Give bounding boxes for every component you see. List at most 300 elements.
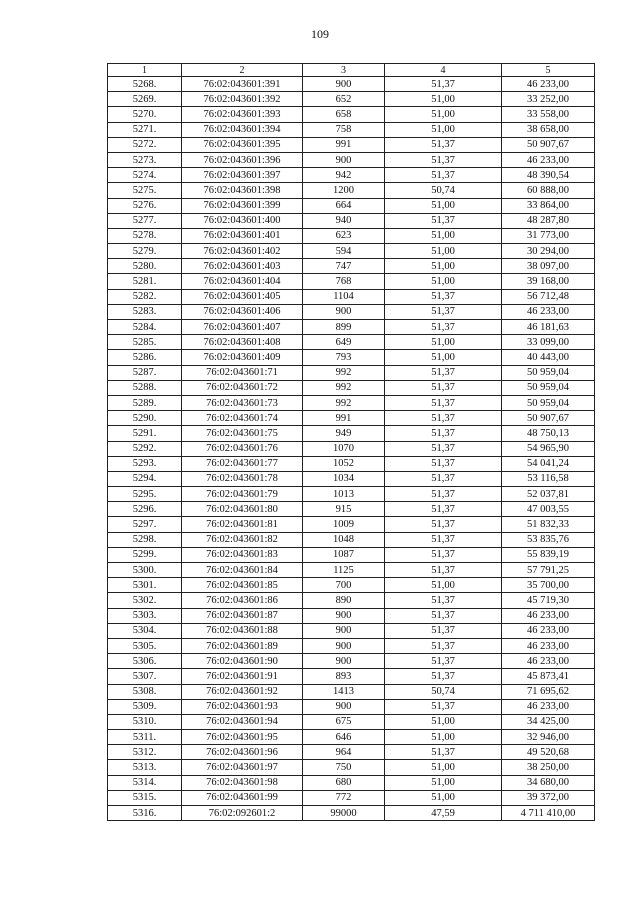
row-number-cell: 5284. xyxy=(108,320,182,335)
value-cell: 33 252,00 xyxy=(502,92,595,107)
rate-cell: 51,00 xyxy=(385,228,502,243)
cadastral-number-cell: 76:02:043601:77 xyxy=(182,456,303,471)
rate-cell: 51,37 xyxy=(385,77,502,92)
row-number-cell: 5273. xyxy=(108,152,182,167)
row-number-cell: 5310. xyxy=(108,714,182,729)
value-cell: 49 520,68 xyxy=(502,745,595,760)
area-cell: 646 xyxy=(303,730,385,745)
value-cell: 38 658,00 xyxy=(502,122,595,137)
cadastral-number-cell: 76:02:043601:92 xyxy=(182,684,303,699)
value-cell: 53 116,58 xyxy=(502,471,595,486)
row-number-cell: 5276. xyxy=(108,198,182,213)
rate-cell: 51,37 xyxy=(385,304,502,319)
value-cell: 56 712,48 xyxy=(502,289,595,304)
area-cell: 99000 xyxy=(303,806,385,821)
row-number-cell: 5281. xyxy=(108,274,182,289)
table-row xyxy=(108,107,595,122)
value-cell: 50 959,04 xyxy=(502,380,595,395)
row-number-cell: 5286. xyxy=(108,350,182,365)
cadastral-number-cell: 76:02:043601:91 xyxy=(182,669,303,684)
row-number-cell: 5288. xyxy=(108,380,182,395)
area-cell: 991 xyxy=(303,411,385,426)
row-number-cell: 5278. xyxy=(108,228,182,243)
row-number-cell: 5315. xyxy=(108,790,182,805)
cadastral-number-cell: 76:02:043601:88 xyxy=(182,623,303,638)
row-number-cell: 5309. xyxy=(108,699,182,714)
area-cell: 747 xyxy=(303,259,385,274)
cadastral-number-cell: 76:02:043601:81 xyxy=(182,517,303,532)
area-cell: 900 xyxy=(303,699,385,714)
rate-cell: 51,37 xyxy=(385,487,502,502)
rate-cell: 51,37 xyxy=(385,395,502,410)
row-number-cell: 5295. xyxy=(108,487,182,502)
value-cell: 46 233,00 xyxy=(502,638,595,653)
rate-cell: 51,37 xyxy=(385,699,502,714)
value-cell: 45 719,30 xyxy=(502,593,595,608)
area-cell: 1125 xyxy=(303,563,385,578)
value-cell: 50 907,67 xyxy=(502,137,595,152)
row-number-cell: 5297. xyxy=(108,517,182,532)
cadastral-number-cell: 76:02:043601:98 xyxy=(182,775,303,790)
area-cell: 1048 xyxy=(303,532,385,547)
value-cell: 38 250,00 xyxy=(502,760,595,775)
table-row xyxy=(108,730,595,745)
row-number-cell: 5279. xyxy=(108,244,182,259)
rate-cell: 51,00 xyxy=(385,107,502,122)
cadastral-number-cell: 76:02:043601:406 xyxy=(182,304,303,319)
area-cell: 623 xyxy=(303,228,385,243)
value-cell: 46 233,00 xyxy=(502,608,595,623)
rate-cell: 51,00 xyxy=(385,259,502,274)
row-number-cell: 5299. xyxy=(108,547,182,562)
row-number-cell: 5285. xyxy=(108,335,182,350)
table-row xyxy=(108,790,595,805)
area-cell: 991 xyxy=(303,137,385,152)
value-cell: 46 233,00 xyxy=(502,77,595,92)
table-row xyxy=(108,350,595,365)
cadastral-number-cell: 76:02:043601:395 xyxy=(182,137,303,152)
table-row xyxy=(108,380,595,395)
cadastral-number-cell: 76:02:043601:392 xyxy=(182,92,303,107)
area-cell: 900 xyxy=(303,654,385,669)
row-number-cell: 5300. xyxy=(108,563,182,578)
rate-cell: 51,37 xyxy=(385,213,502,228)
value-cell: 32 946,00 xyxy=(502,730,595,745)
row-number-cell: 5308. xyxy=(108,684,182,699)
cadastral-number-cell: 76:02:043601:76 xyxy=(182,441,303,456)
table-row xyxy=(108,487,595,502)
table-row xyxy=(108,593,595,608)
cadastral-number-cell: 76:02:043601:397 xyxy=(182,168,303,183)
table-row xyxy=(108,806,595,821)
cadastral-number-cell: 76:02:043601:399 xyxy=(182,198,303,213)
rate-cell: 51,00 xyxy=(385,578,502,593)
rate-cell: 51,37 xyxy=(385,638,502,653)
table-row xyxy=(108,578,595,593)
row-number-cell: 5282. xyxy=(108,289,182,304)
table-row xyxy=(108,168,595,183)
value-cell: 40 443,00 xyxy=(502,350,595,365)
value-cell: 46 233,00 xyxy=(502,699,595,714)
cadastral-number-cell: 76:02:043601:83 xyxy=(182,547,303,562)
area-cell: 649 xyxy=(303,335,385,350)
area-cell: 949 xyxy=(303,426,385,441)
table-row xyxy=(108,745,595,760)
rate-cell: 51,37 xyxy=(385,456,502,471)
row-number-cell: 5296. xyxy=(108,502,182,517)
cadastral-number-cell: 76:02:043601:87 xyxy=(182,608,303,623)
row-number-cell: 5291. xyxy=(108,426,182,441)
value-cell: 51 832,33 xyxy=(502,517,595,532)
rate-cell: 51,37 xyxy=(385,320,502,335)
cadastral-number-cell: 76:02:092601:2 xyxy=(182,806,303,821)
row-number-cell: 5271. xyxy=(108,122,182,137)
row-number-cell: 5314. xyxy=(108,775,182,790)
row-number-cell: 5275. xyxy=(108,183,182,198)
cadastral-number-cell: 76:02:043601:96 xyxy=(182,745,303,760)
value-cell: 55 839,19 xyxy=(502,547,595,562)
column-header-3: 3 xyxy=(303,64,385,77)
value-cell: 71 695,62 xyxy=(502,684,595,699)
cadastral-number-cell: 76:02:043601:97 xyxy=(182,760,303,775)
area-cell: 900 xyxy=(303,77,385,92)
rate-cell: 51,37 xyxy=(385,152,502,167)
row-number-cell: 5313. xyxy=(108,760,182,775)
rate-cell: 51,00 xyxy=(385,714,502,729)
rate-cell: 51,37 xyxy=(385,547,502,562)
cadastral-number-cell: 76:02:043601:403 xyxy=(182,259,303,274)
table-body xyxy=(108,77,595,821)
rate-cell: 51,37 xyxy=(385,623,502,638)
rate-cell: 51,00 xyxy=(385,335,502,350)
area-cell: 893 xyxy=(303,669,385,684)
area-cell: 899 xyxy=(303,320,385,335)
value-cell: 30 294,00 xyxy=(502,244,595,259)
column-header-5: 5 xyxy=(502,64,595,77)
rate-cell: 51,00 xyxy=(385,122,502,137)
rate-cell: 51,37 xyxy=(385,289,502,304)
area-cell: 940 xyxy=(303,213,385,228)
value-cell: 46 233,00 xyxy=(502,654,595,669)
cadastral-number-cell: 76:02:043601:72 xyxy=(182,380,303,395)
area-cell: 1034 xyxy=(303,471,385,486)
area-cell: 992 xyxy=(303,380,385,395)
cadastral-number-cell: 76:02:043601:84 xyxy=(182,563,303,578)
row-number-cell: 5287. xyxy=(108,365,182,380)
row-number-cell: 5280. xyxy=(108,259,182,274)
area-cell: 1087 xyxy=(303,547,385,562)
table-row xyxy=(108,532,595,547)
cadastral-number-cell: 76:02:043601:402 xyxy=(182,244,303,259)
cadastral-number-cell: 76:02:043601:86 xyxy=(182,593,303,608)
rate-cell: 51,37 xyxy=(385,502,502,517)
table-row xyxy=(108,456,595,471)
cadastral-number-cell: 76:02:043601:394 xyxy=(182,122,303,137)
table-row xyxy=(108,395,595,410)
value-cell: 57 791,25 xyxy=(502,563,595,578)
table-row xyxy=(108,502,595,517)
cadastral-number-cell: 76:02:043601:79 xyxy=(182,487,303,502)
row-number-cell: 5303. xyxy=(108,608,182,623)
rate-cell: 51,37 xyxy=(385,669,502,684)
column-header-4: 4 xyxy=(385,64,502,77)
rate-cell: 51,37 xyxy=(385,441,502,456)
area-cell: 900 xyxy=(303,304,385,319)
row-number-cell: 5274. xyxy=(108,168,182,183)
rate-cell: 51,00 xyxy=(385,730,502,745)
rate-cell: 51,37 xyxy=(385,365,502,380)
column-header-2: 2 xyxy=(182,64,303,77)
rate-cell: 51,00 xyxy=(385,198,502,213)
row-number-cell: 5312. xyxy=(108,745,182,760)
table-row xyxy=(108,684,595,699)
area-cell: 1413 xyxy=(303,684,385,699)
area-cell: 758 xyxy=(303,122,385,137)
cadastral-number-cell: 76:02:043601:71 xyxy=(182,365,303,380)
cadastral-number-cell: 76:02:043601:94 xyxy=(182,714,303,729)
table-row xyxy=(108,471,595,486)
cadastral-number-cell: 76:02:043601:401 xyxy=(182,228,303,243)
area-cell: 750 xyxy=(303,760,385,775)
area-cell: 675 xyxy=(303,714,385,729)
rate-cell: 51,37 xyxy=(385,563,502,578)
cadastral-number-cell: 76:02:043601:396 xyxy=(182,152,303,167)
row-number-cell: 5283. xyxy=(108,304,182,319)
area-cell: 942 xyxy=(303,168,385,183)
area-cell: 772 xyxy=(303,790,385,805)
value-cell: 4 711 410,00 xyxy=(502,806,595,821)
rate-cell: 51,00 xyxy=(385,775,502,790)
area-cell: 793 xyxy=(303,350,385,365)
area-cell: 700 xyxy=(303,578,385,593)
table-row xyxy=(108,365,595,380)
rate-cell: 51,37 xyxy=(385,517,502,532)
cadastral-number-cell: 76:02:043601:73 xyxy=(182,395,303,410)
value-cell: 48 287,80 xyxy=(502,213,595,228)
cadastral-number-cell: 76:02:043601:75 xyxy=(182,426,303,441)
area-cell: 900 xyxy=(303,638,385,653)
cadastral-number-cell: 76:02:043601:74 xyxy=(182,411,303,426)
rate-cell: 51,37 xyxy=(385,593,502,608)
cadastral-number-cell: 76:02:043601:93 xyxy=(182,699,303,714)
row-number-cell: 5306. xyxy=(108,654,182,669)
value-cell: 60 888,00 xyxy=(502,183,595,198)
table-row xyxy=(108,411,595,426)
value-cell: 39 372,00 xyxy=(502,790,595,805)
row-number-cell: 5292. xyxy=(108,441,182,456)
area-cell: 900 xyxy=(303,152,385,167)
value-cell: 46 233,00 xyxy=(502,152,595,167)
rate-cell: 51,37 xyxy=(385,608,502,623)
value-cell: 45 873,41 xyxy=(502,669,595,684)
value-cell: 34 425,00 xyxy=(502,714,595,729)
row-number-cell: 5316. xyxy=(108,806,182,821)
cadastral-number-cell: 76:02:043601:391 xyxy=(182,77,303,92)
cadastral-number-cell: 76:02:043601:89 xyxy=(182,638,303,653)
value-cell: 54 041,24 xyxy=(502,456,595,471)
table-row xyxy=(108,441,595,456)
header-row xyxy=(108,64,595,77)
cadastral-number-cell: 76:02:043601:409 xyxy=(182,350,303,365)
table-row xyxy=(108,623,595,638)
table-row xyxy=(108,289,595,304)
area-cell: 1200 xyxy=(303,183,385,198)
rate-cell: 51,37 xyxy=(385,380,502,395)
table-row xyxy=(108,213,595,228)
area-cell: 992 xyxy=(303,365,385,380)
table-row xyxy=(108,259,595,274)
area-cell: 652 xyxy=(303,92,385,107)
row-number-cell: 5289. xyxy=(108,395,182,410)
cadastral-number-cell: 76:02:043601:405 xyxy=(182,289,303,304)
area-cell: 992 xyxy=(303,395,385,410)
area-cell: 664 xyxy=(303,198,385,213)
value-cell: 50 959,04 xyxy=(502,395,595,410)
area-cell: 1052 xyxy=(303,456,385,471)
value-cell: 31 773,00 xyxy=(502,228,595,243)
rate-cell: 51,37 xyxy=(385,137,502,152)
row-number-cell: 5268. xyxy=(108,77,182,92)
cadastral-number-cell: 76:02:043601:407 xyxy=(182,320,303,335)
value-cell: 34 680,00 xyxy=(502,775,595,790)
rate-cell: 51,37 xyxy=(385,411,502,426)
area-cell: 1070 xyxy=(303,441,385,456)
value-cell: 39 168,00 xyxy=(502,274,595,289)
table-row xyxy=(108,137,595,152)
table-row xyxy=(108,274,595,289)
row-number-cell: 5305. xyxy=(108,638,182,653)
value-cell: 48 750,13 xyxy=(502,426,595,441)
area-cell: 1009 xyxy=(303,517,385,532)
row-number-cell: 5277. xyxy=(108,213,182,228)
rate-cell: 51,37 xyxy=(385,426,502,441)
area-cell: 1013 xyxy=(303,487,385,502)
value-cell: 50 907,67 xyxy=(502,411,595,426)
cadastral-number-cell: 76:02:043601:82 xyxy=(182,532,303,547)
table-row xyxy=(108,638,595,653)
table-row xyxy=(108,152,595,167)
value-cell: 38 097,00 xyxy=(502,259,595,274)
table-row xyxy=(108,77,595,92)
table-row xyxy=(108,517,595,532)
rate-cell: 51,00 xyxy=(385,92,502,107)
table-row xyxy=(108,699,595,714)
value-cell: 48 390,54 xyxy=(502,168,595,183)
rate-cell: 51,37 xyxy=(385,168,502,183)
cadastral-number-cell: 76:02:043601:80 xyxy=(182,502,303,517)
table-row xyxy=(108,608,595,623)
row-number-cell: 5272. xyxy=(108,137,182,152)
area-cell: 680 xyxy=(303,775,385,790)
table-row xyxy=(108,122,595,137)
value-cell: 33 099,00 xyxy=(502,335,595,350)
rate-cell: 51,37 xyxy=(385,745,502,760)
area-cell: 890 xyxy=(303,593,385,608)
area-cell: 1104 xyxy=(303,289,385,304)
area-cell: 594 xyxy=(303,244,385,259)
table-row xyxy=(108,760,595,775)
cadastral-value-table xyxy=(107,63,595,821)
value-cell: 33 558,00 xyxy=(502,107,595,122)
value-cell: 50 959,04 xyxy=(502,365,595,380)
rate-cell: 50,74 xyxy=(385,684,502,699)
value-cell: 52 037,81 xyxy=(502,487,595,502)
area-cell: 658 xyxy=(303,107,385,122)
rate-cell: 51,00 xyxy=(385,760,502,775)
cadastral-number-cell: 76:02:043601:99 xyxy=(182,790,303,805)
row-number-cell: 5304. xyxy=(108,623,182,638)
row-number-cell: 5298. xyxy=(108,532,182,547)
area-cell: 768 xyxy=(303,274,385,289)
table-row xyxy=(108,228,595,243)
table-row xyxy=(108,92,595,107)
table-row xyxy=(108,198,595,213)
table-row xyxy=(108,426,595,441)
value-cell: 46 233,00 xyxy=(502,623,595,638)
value-cell: 46 233,00 xyxy=(502,304,595,319)
row-number-cell: 5293. xyxy=(108,456,182,471)
page-number: 109 xyxy=(311,27,329,41)
table-row xyxy=(108,669,595,684)
cadastral-number-cell: 76:02:043601:78 xyxy=(182,471,303,486)
rate-cell: 51,37 xyxy=(385,532,502,547)
table-row xyxy=(108,335,595,350)
value-cell: 46 181,63 xyxy=(502,320,595,335)
cadastral-number-cell: 76:02:043601:95 xyxy=(182,730,303,745)
cadastral-number-cell: 76:02:043601:404 xyxy=(182,274,303,289)
table-row xyxy=(108,775,595,790)
cadastral-number-cell: 76:02:043601:398 xyxy=(182,183,303,198)
table-row xyxy=(108,563,595,578)
row-number-cell: 5294. xyxy=(108,471,182,486)
rate-cell: 51,00 xyxy=(385,244,502,259)
rate-cell: 51,00 xyxy=(385,274,502,289)
cadastral-number-cell: 76:02:043601:408 xyxy=(182,335,303,350)
table-row xyxy=(108,547,595,562)
cadastral-number-cell: 76:02:043601:393 xyxy=(182,107,303,122)
table-row xyxy=(108,714,595,729)
rate-cell: 47,59 xyxy=(385,806,502,821)
rate-cell: 50,74 xyxy=(385,183,502,198)
table-header xyxy=(108,64,595,77)
cadastral-number-cell: 76:02:043601:85 xyxy=(182,578,303,593)
area-cell: 900 xyxy=(303,608,385,623)
rate-cell: 51,00 xyxy=(385,790,502,805)
table-row xyxy=(108,320,595,335)
table-row xyxy=(108,304,595,319)
table-row xyxy=(108,183,595,198)
row-number-cell: 5311. xyxy=(108,730,182,745)
value-cell: 53 835,76 xyxy=(502,532,595,547)
row-number-cell: 5290. xyxy=(108,411,182,426)
row-number-cell: 5270. xyxy=(108,107,182,122)
row-number-cell: 5307. xyxy=(108,669,182,684)
rate-cell: 51,37 xyxy=(385,654,502,669)
area-cell: 915 xyxy=(303,502,385,517)
value-cell: 35 700,00 xyxy=(502,578,595,593)
cadastral-number-cell: 76:02:043601:90 xyxy=(182,654,303,669)
column-header-1: 1 xyxy=(108,64,182,77)
value-cell: 54 965,90 xyxy=(502,441,595,456)
table-row xyxy=(108,654,595,669)
area-cell: 900 xyxy=(303,623,385,638)
row-number-cell: 5302. xyxy=(108,593,182,608)
row-number-cell: 5301. xyxy=(108,578,182,593)
area-cell: 964 xyxy=(303,745,385,760)
row-number-cell: 5269. xyxy=(108,92,182,107)
value-cell: 47 003,55 xyxy=(502,502,595,517)
table-row xyxy=(108,244,595,259)
